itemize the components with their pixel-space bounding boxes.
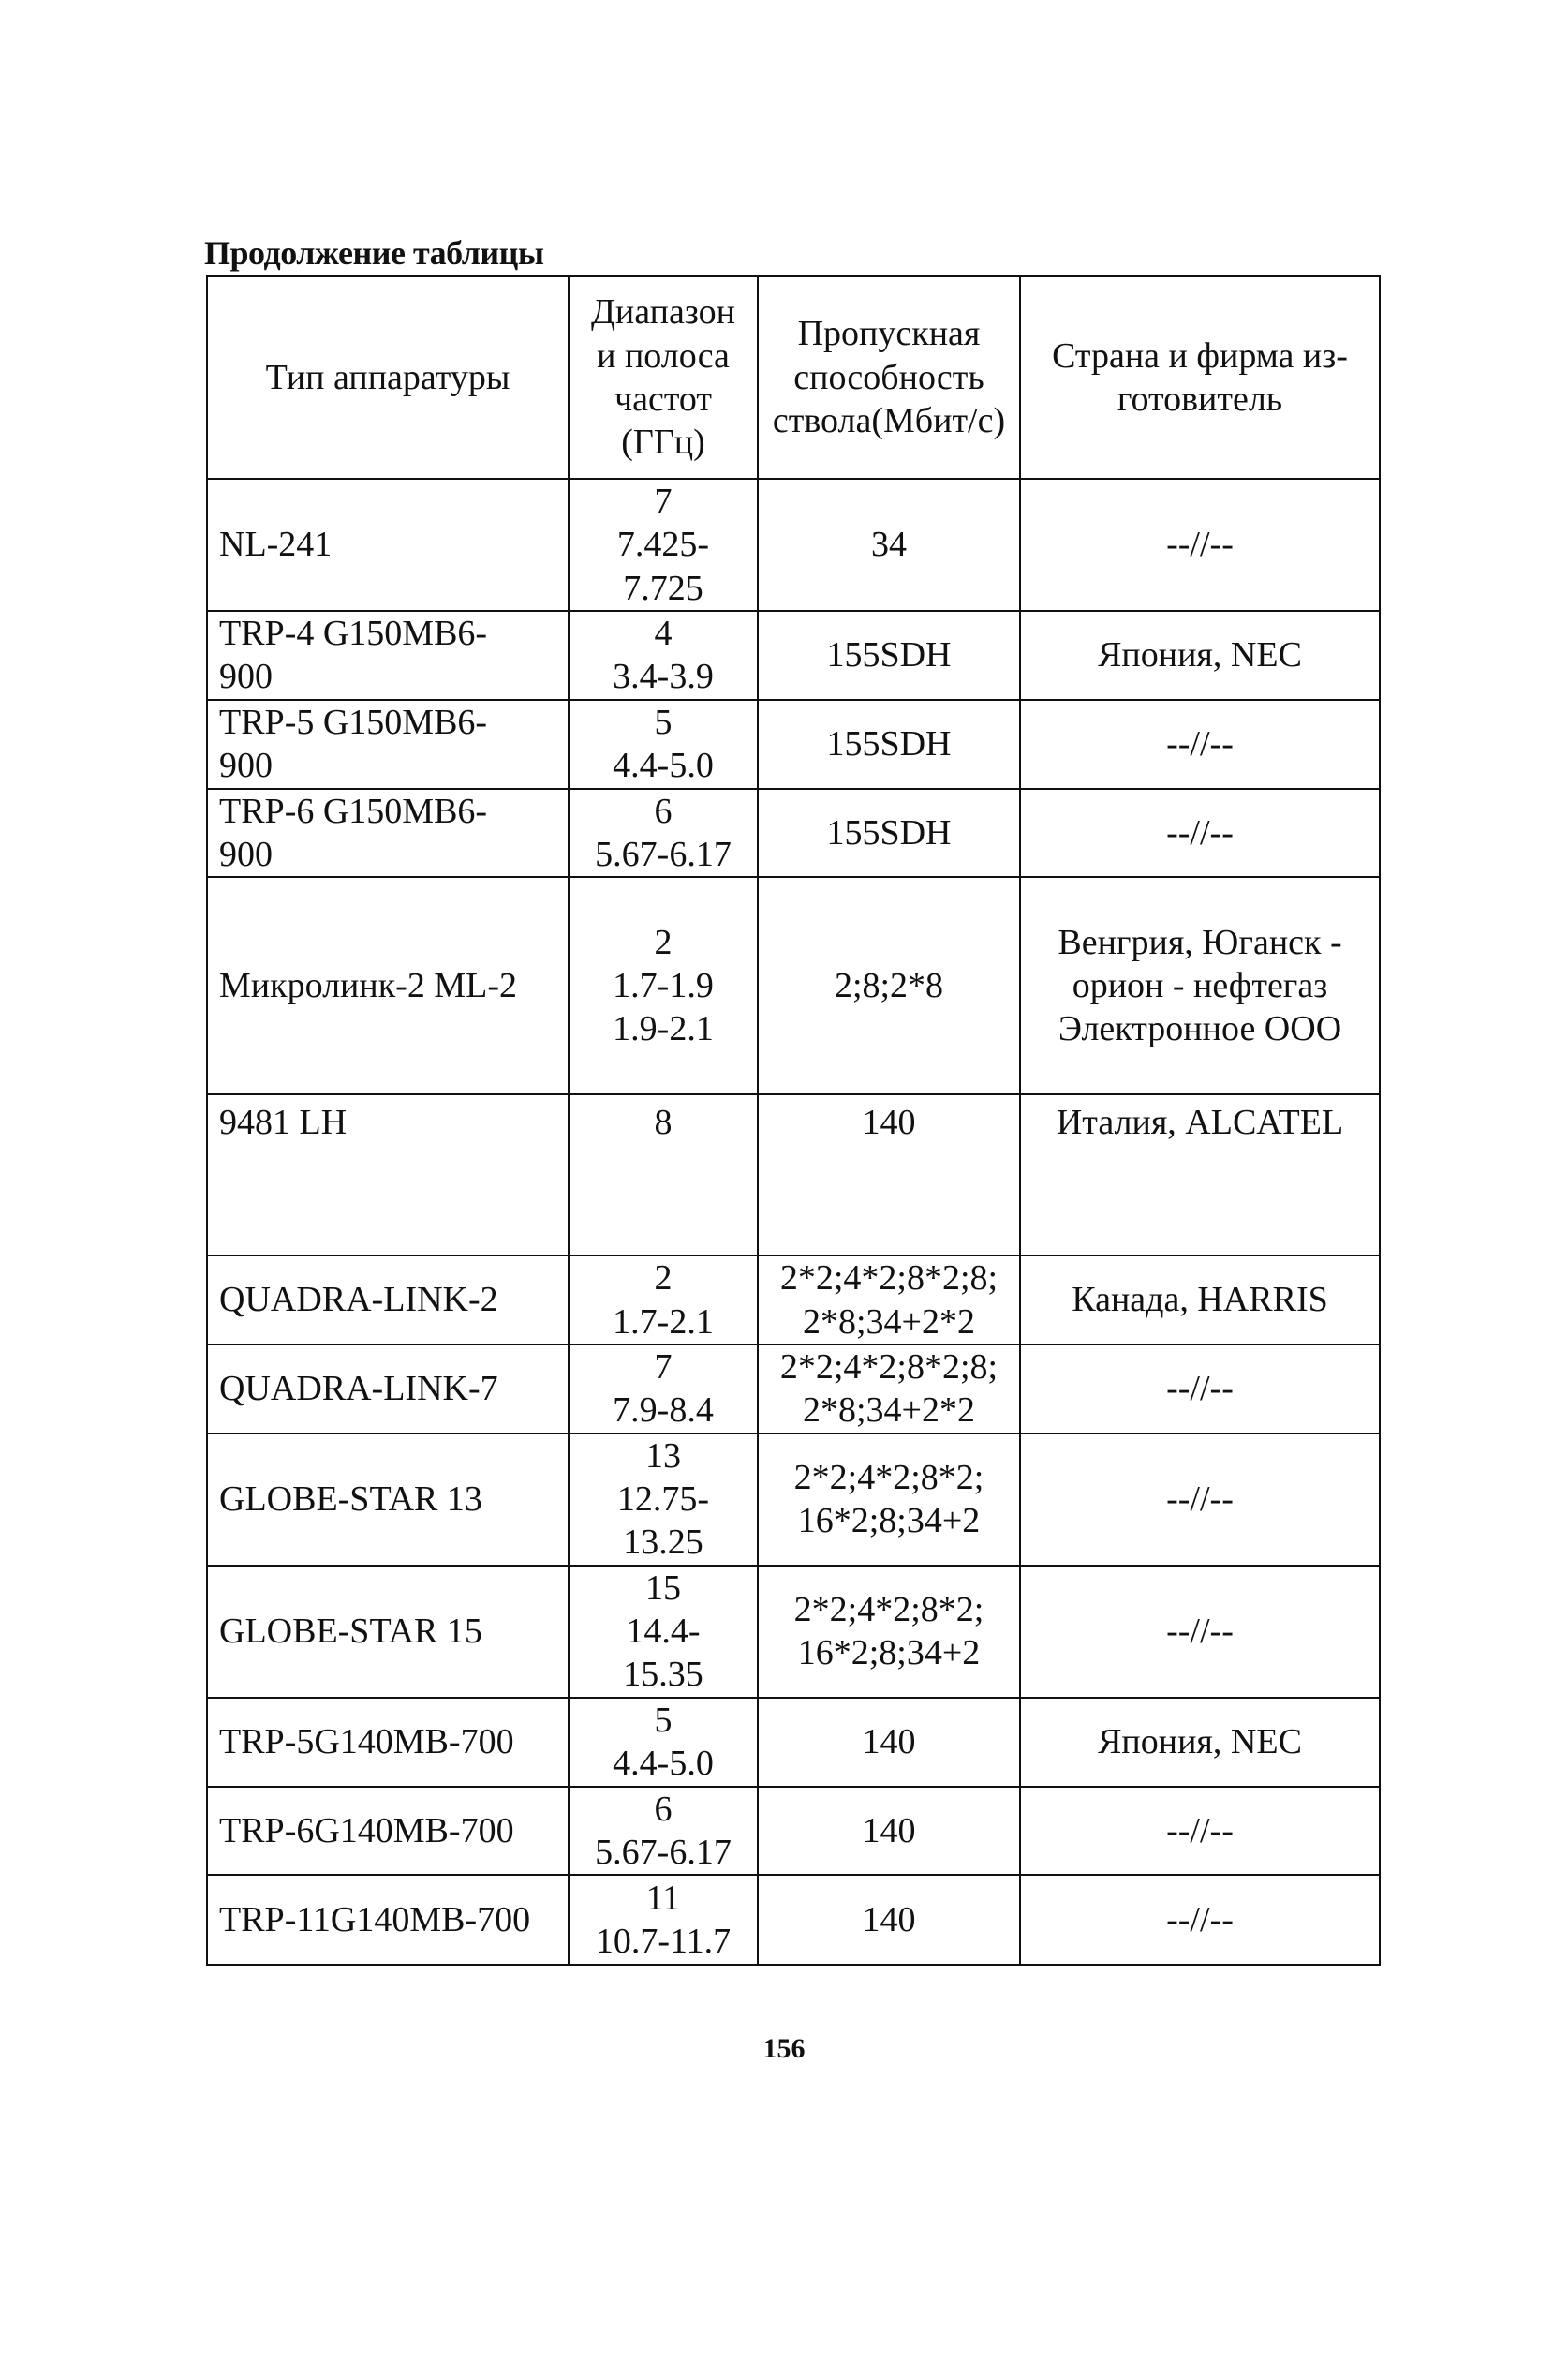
cell-line: способность bbox=[793, 357, 984, 397]
cell-line: 2;8;2*8 bbox=[834, 966, 944, 1006]
cell-capacity bbox=[758, 1344, 1020, 1434]
cell-line: --//-- bbox=[1166, 525, 1234, 565]
cell-capacity bbox=[758, 479, 1020, 611]
cell-line: --//-- bbox=[1166, 1369, 1234, 1409]
cell-capacity bbox=[758, 1698, 1020, 1787]
cell-equipment-type bbox=[207, 611, 569, 700]
cell-line: 1.7-2.1 bbox=[613, 1301, 714, 1342]
cell-manufacturer bbox=[1020, 611, 1380, 700]
cell-line: частот bbox=[614, 379, 713, 419]
cell-line: Диапазон bbox=[591, 292, 735, 333]
cell-frequency-range bbox=[569, 479, 758, 611]
cell-equipment-type bbox=[207, 1434, 569, 1566]
cell-manufacturer bbox=[1020, 479, 1380, 611]
cell-manufacturer bbox=[1020, 1875, 1380, 1965]
cell-frequency-range bbox=[569, 1255, 758, 1344]
cell-manufacturer bbox=[1020, 1566, 1380, 1698]
table-row bbox=[207, 1698, 1380, 1787]
header-capacity bbox=[758, 276, 1020, 479]
cell-line: 140 bbox=[862, 1722, 916, 1761]
cell-line: 8 bbox=[654, 1103, 673, 1143]
cell-line: 2*2;4*2;8*2; bbox=[793, 1589, 984, 1629]
cell-line: 3.4-3.9 bbox=[613, 657, 714, 697]
cell-line: 5.67-6.17 bbox=[595, 1832, 732, 1872]
cell-line: Венгрия, Юганск - bbox=[1058, 922, 1342, 962]
cell-line: 34 bbox=[871, 525, 907, 565]
cell-capacity bbox=[758, 1094, 1020, 1255]
cell-line: QUADRA-LINK-2 bbox=[219, 1280, 498, 1320]
cell-equipment-type bbox=[207, 1875, 569, 1965]
cell-line: 155SDH bbox=[826, 635, 952, 676]
cell-line: --//-- bbox=[1166, 1479, 1234, 1520]
cell-line: TRP-5 G150MB6- bbox=[219, 702, 488, 742]
cell-line: 11 bbox=[645, 1878, 681, 1918]
cell-line: 155SDH bbox=[826, 723, 952, 764]
cell-equipment-type bbox=[207, 1344, 569, 1434]
cell-equipment-type bbox=[207, 1566, 569, 1698]
cell-line: 900 bbox=[219, 657, 273, 697]
cell-line: 900 bbox=[219, 746, 273, 786]
cell-line: 16*2;8;34+2 bbox=[797, 1633, 981, 1673]
cell-line: NL-241 bbox=[219, 525, 333, 565]
cell-line: 1.7-1.9 bbox=[613, 966, 714, 1006]
cell-line: 4.4-5.0 bbox=[613, 746, 714, 786]
cell-line: 2 bbox=[654, 922, 673, 962]
cell-line: 2*2;4*2;8*2; bbox=[793, 1457, 984, 1497]
cell-line: 2 bbox=[654, 1258, 673, 1299]
cell-capacity bbox=[758, 700, 1020, 789]
equipment-table bbox=[206, 275, 1381, 1966]
cell-frequency-range bbox=[569, 1787, 758, 1876]
cell-equipment-type bbox=[207, 479, 569, 611]
cell-manufacturer bbox=[1020, 1344, 1380, 1434]
cell-frequency-range bbox=[569, 1566, 758, 1698]
cell-line: 15.35 bbox=[623, 1655, 703, 1695]
cell-line: --//-- bbox=[1166, 1900, 1234, 1940]
cell-line: --//-- bbox=[1166, 1612, 1234, 1652]
cell-equipment-type bbox=[207, 1698, 569, 1787]
cell-line: QUADRA-LINK-7 bbox=[219, 1369, 498, 1409]
cell-frequency-range bbox=[569, 789, 758, 878]
table-row bbox=[207, 700, 1380, 789]
table-row bbox=[207, 1875, 1380, 1965]
cell-line: 15 bbox=[645, 1567, 681, 1608]
table-row bbox=[207, 1787, 1380, 1876]
cell-line: TRP-11G140MB-700 bbox=[219, 1900, 531, 1940]
cell-line: 7 bbox=[654, 1346, 673, 1387]
cell-line: 5.67-6.17 bbox=[595, 834, 732, 874]
cell-manufacturer bbox=[1020, 877, 1380, 1094]
cell-line: TRP-5G140MB-700 bbox=[219, 1722, 514, 1761]
cell-line: 7.9-8.4 bbox=[613, 1390, 714, 1431]
cell-manufacturer bbox=[1020, 1434, 1380, 1566]
cell-line: 2*8;34+2*2 bbox=[803, 1390, 975, 1431]
cell-line: --//-- bbox=[1166, 812, 1234, 853]
cell-line: 140 bbox=[862, 1103, 916, 1143]
cell-line: 16*2;8;34+2 bbox=[797, 1501, 981, 1541]
table-row bbox=[207, 611, 1380, 700]
cell-line: 10.7-11.7 bbox=[595, 1922, 732, 1962]
cell-line: TRP-6G140MB-700 bbox=[219, 1810, 514, 1850]
cell-line: 2*2;4*2;8*2;8; bbox=[779, 1258, 998, 1299]
cell-manufacturer bbox=[1020, 1698, 1380, 1787]
cell-capacity bbox=[758, 1787, 1020, 1876]
cell-line: 13 bbox=[645, 1435, 681, 1476]
cell-frequency-range bbox=[569, 1344, 758, 1434]
cell-line: Пропускная bbox=[797, 314, 981, 354]
cell-line: 14.4- bbox=[626, 1612, 701, 1652]
cell-frequency-range bbox=[569, 1094, 758, 1255]
cell-frequency-range bbox=[569, 700, 758, 789]
table-row bbox=[207, 1344, 1380, 1434]
cell-line: 7.725 bbox=[623, 568, 703, 608]
cell-equipment-type bbox=[207, 1094, 569, 1255]
cell-line: 7 bbox=[654, 482, 673, 521]
cell-line: 5 bbox=[654, 702, 673, 742]
cell-manufacturer bbox=[1020, 1255, 1380, 1344]
table-row bbox=[207, 1255, 1380, 1344]
cell-capacity bbox=[758, 1434, 1020, 1566]
header-equipment-type bbox=[207, 276, 569, 479]
cell-capacity bbox=[758, 611, 1020, 700]
cell-line: 6 bbox=[654, 791, 673, 831]
cell-line: 140 bbox=[862, 1900, 916, 1940]
cell-line: 13.25 bbox=[623, 1523, 703, 1563]
cell-equipment-type bbox=[207, 789, 569, 878]
cell-line: 1.9-2.1 bbox=[613, 1009, 714, 1049]
cell-line: и полоса bbox=[597, 335, 730, 376]
table-row bbox=[207, 1094, 1380, 1255]
cell-line: 6 bbox=[654, 1789, 673, 1829]
cell-line: Страна и фирма из- bbox=[1052, 335, 1348, 376]
cell-line: --//-- bbox=[1166, 1810, 1234, 1850]
cell-capacity bbox=[758, 789, 1020, 878]
cell-equipment-type bbox=[207, 877, 569, 1094]
cell-capacity bbox=[758, 877, 1020, 1094]
cell-line: (ГГц) bbox=[621, 423, 705, 463]
cell-manufacturer bbox=[1020, 1787, 1380, 1876]
cell-equipment-type bbox=[207, 1787, 569, 1876]
cell-line: 900 bbox=[219, 834, 273, 874]
cell-line: 4.4-5.0 bbox=[613, 1744, 714, 1784]
table-row bbox=[207, 789, 1380, 878]
cell-line: Электронное ООО bbox=[1058, 1009, 1342, 1049]
cell-line: 4 bbox=[654, 614, 673, 654]
cell-line: Япония, NEC bbox=[1098, 635, 1302, 676]
cell-line: 2*8;34+2*2 bbox=[803, 1301, 975, 1342]
cell-line: ствола(Мбит/с) bbox=[772, 401, 1006, 441]
cell-frequency-range bbox=[569, 877, 758, 1094]
cell-line: 2*2;4*2;8*2;8; bbox=[779, 1346, 998, 1387]
cell-line: Микролинк-2 ML-2 bbox=[219, 966, 517, 1006]
cell-line: Италия, ALCATEL bbox=[1056, 1103, 1344, 1143]
table-row bbox=[207, 479, 1380, 611]
cell-capacity bbox=[758, 1255, 1020, 1344]
table-header-row bbox=[207, 276, 1380, 479]
cell-line: Канада, HARRIS bbox=[1072, 1280, 1328, 1320]
cell-frequency-range bbox=[569, 1875, 758, 1965]
cell-line: 155SDH bbox=[826, 812, 952, 853]
cell-capacity bbox=[758, 1875, 1020, 1965]
cell-line: TRP-6 G150MB6- bbox=[219, 791, 488, 831]
cell-line: 12.75- bbox=[616, 1479, 710, 1520]
cell-manufacturer bbox=[1020, 1094, 1380, 1255]
cell-line: 9481 LH bbox=[219, 1103, 348, 1143]
cell-line: Тип аппаратуры bbox=[265, 357, 510, 397]
cell-frequency-range bbox=[569, 1434, 758, 1566]
cell-line: 140 bbox=[862, 1810, 916, 1850]
table-row bbox=[207, 877, 1380, 1094]
cell-line: Япония, NEC bbox=[1098, 1722, 1302, 1761]
cell-line: готовитель bbox=[1117, 379, 1283, 419]
table-row bbox=[207, 1434, 1380, 1566]
header-manufacturer bbox=[1020, 276, 1380, 479]
page-number: 156 bbox=[762, 2033, 806, 2064]
header-frequency-range bbox=[569, 276, 758, 479]
cell-line: 7.425- bbox=[616, 525, 710, 565]
cell-line: --//-- bbox=[1166, 723, 1234, 764]
table-caption: Продолжение таблицы bbox=[204, 234, 544, 272]
cell-frequency-range bbox=[569, 611, 758, 700]
cell-line: 5 bbox=[654, 1700, 673, 1740]
cell-line: орион - нефтегаз bbox=[1072, 966, 1328, 1006]
table-row bbox=[207, 1566, 1380, 1698]
cell-manufacturer bbox=[1020, 789, 1380, 878]
cell-frequency-range bbox=[569, 1698, 758, 1787]
cell-capacity bbox=[758, 1566, 1020, 1698]
cell-line: GLOBE-STAR 13 bbox=[219, 1479, 482, 1520]
cell-equipment-type bbox=[207, 1255, 569, 1344]
cell-line: GLOBE-STAR 15 bbox=[219, 1612, 482, 1652]
cell-manufacturer bbox=[1020, 700, 1380, 789]
cell-line: TRP-4 G150MB6- bbox=[219, 614, 488, 654]
cell-equipment-type bbox=[207, 700, 569, 789]
